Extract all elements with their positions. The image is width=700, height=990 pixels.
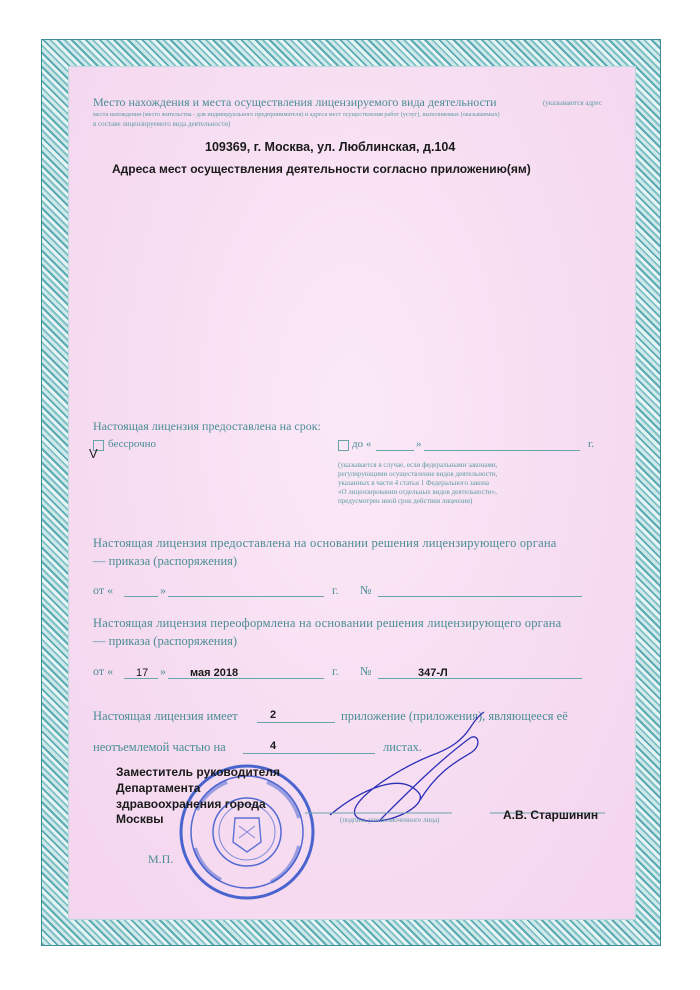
- reissue-number-label: №: [360, 664, 372, 678]
- term-note-1: (указывается в случае, если федеральными законами,: [338, 461, 498, 469]
- signer-position-1: Заместитель руководителя: [116, 765, 280, 779]
- place-note-1: (указываются адрес: [543, 99, 602, 107]
- signer-position-2: Департамента: [116, 781, 201, 795]
- signature-scribble: [330, 712, 484, 821]
- reissue-day: 17: [136, 667, 149, 679]
- reissue-heading-1: Настоящая лицензия переоформлена на основании решения лицензирующего органа: [93, 616, 562, 630]
- signer-position-4: Москвы: [116, 812, 164, 826]
- term-until-prefix: до «: [352, 438, 372, 450]
- term-unlimited-label: бессрочно: [108, 438, 157, 450]
- signer-position-3: здравоохранения города: [116, 797, 266, 811]
- term-note-2: регулирующими осуществление видов деятельности,: [338, 470, 498, 478]
- signer-name: А.В. Старшинин: [503, 808, 599, 822]
- term-checkmark: V: [89, 446, 98, 461]
- signature-caption: (подпись уполномоченного лица): [340, 816, 440, 824]
- basis-number-label: №: [360, 583, 372, 597]
- basis-quote-close: »: [160, 583, 166, 597]
- term-note-5: предусмотрен иной срок действия лицензии): [338, 497, 473, 505]
- appendix-count: 2: [270, 709, 277, 721]
- appendix-text-suffix: приложение (приложения), являющееся её: [341, 709, 568, 723]
- basis-heading-1: Настоящая лицензия предоставлена на основании решения лицензирующего органа: [93, 536, 557, 550]
- place-note-2: места нахождения (место жительства - для индивидуального предпринимателя) и адреса мест осуществления работ (услуг), выполняемых (оказываемых): [93, 111, 500, 118]
- reissue-heading-2: — приказа (распоряжения): [93, 634, 238, 648]
- appendix-text2-suffix: листах.: [383, 740, 423, 754]
- reissue-quote-close: »: [160, 664, 166, 678]
- stamp-seal: [181, 766, 313, 898]
- place-heading: Место нахождения и места осуществления лицензируемого вида деятельности: [93, 95, 497, 109]
- term-heading: Настоящая лицензия предоставлена на срок:: [93, 419, 321, 433]
- appendix-text2-prefix: неотъемлемой частью на: [93, 740, 226, 754]
- reissue-number: 347-Л: [418, 667, 448, 679]
- license-address: 109369, г. Москва, ул. Люблинская, д.104: [205, 140, 456, 154]
- mp-label: М.П.: [148, 852, 174, 866]
- basis-heading-2: — приказа (распоряжения): [93, 554, 238, 568]
- addresses-note: Адреса мест осуществления деятельности согласно приложению(ям): [112, 162, 531, 176]
- basis-from-label: от «: [93, 583, 114, 597]
- place-note-3: в составе лицензируемого вида деятельности): [93, 120, 231, 128]
- reissue-year-suffix: г.: [332, 664, 339, 678]
- reissue-month-year: мая 2018: [190, 667, 239, 679]
- basis-year-suffix: г.: [332, 583, 339, 597]
- appendix-sheets: 4: [270, 740, 277, 752]
- term-until-mid: »: [416, 438, 422, 450]
- appendix-text-prefix: Настоящая лицензия имеет: [93, 709, 238, 723]
- term-note-4: «О лицензировании отдельных видов деятельности»,: [338, 488, 497, 496]
- reissue-from-label: от «: [93, 664, 114, 678]
- term-note-3: указанных в части 4 статьи 1 Федерального закона: [338, 479, 490, 487]
- term-until-suffix: г.: [588, 438, 595, 450]
